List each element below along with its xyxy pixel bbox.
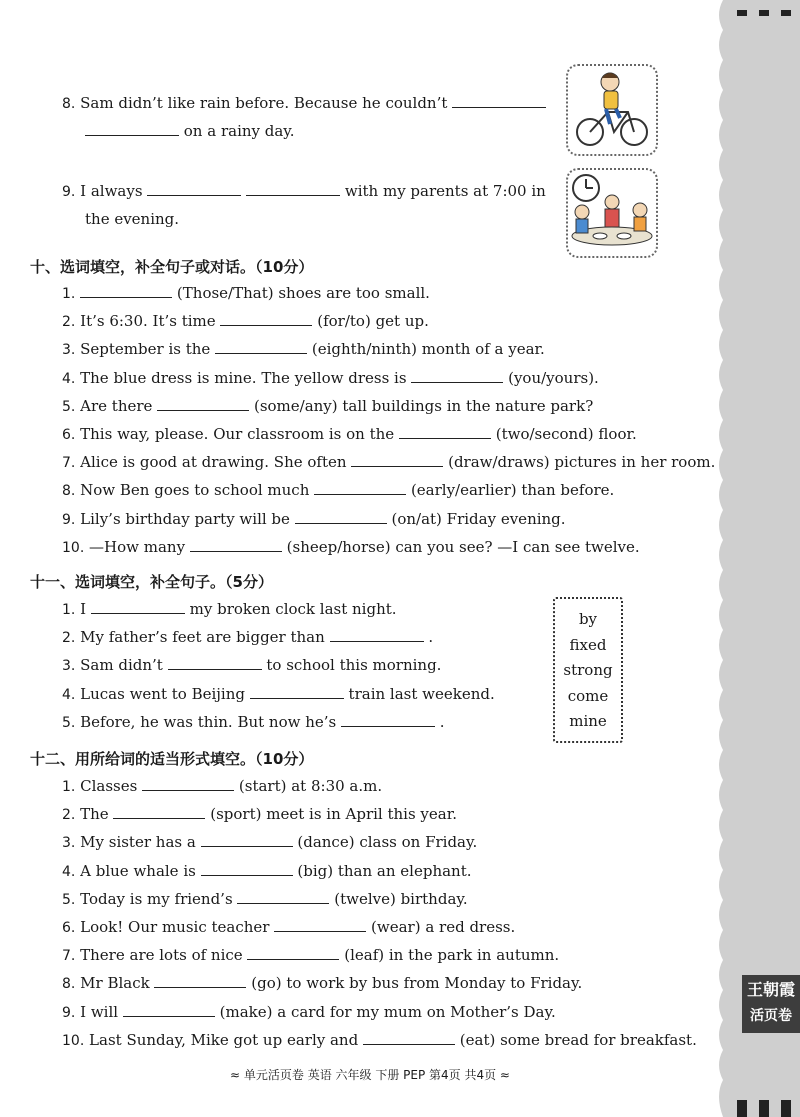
answer-blank[interactable] xyxy=(190,537,282,552)
question-number: 5. xyxy=(62,714,76,731)
question-text-after: (wear) a red dress. xyxy=(371,918,516,936)
answer-blank[interactable] xyxy=(113,804,205,819)
question-text: with my parents at 7:00 in xyxy=(344,182,546,200)
question-number: 5. xyxy=(62,398,76,415)
answer-blank[interactable] xyxy=(452,93,546,108)
question-number: 8. xyxy=(62,483,76,500)
answer-blank[interactable] xyxy=(351,452,443,467)
question-item xyxy=(62,684,495,705)
question-number: 2. xyxy=(62,630,76,647)
question-text-before: Classes xyxy=(80,777,138,795)
question-item xyxy=(62,283,430,304)
question-item xyxy=(62,480,614,501)
question-item xyxy=(62,712,445,733)
page-footer: ≈ 单元活页卷 英语 六年级 下册 PEP 第4页 共4页 ≈ xyxy=(230,1068,510,1082)
question-text-before: I will xyxy=(80,1002,119,1021)
bike-icon xyxy=(568,66,656,154)
question-text-after: (for/to) get up. xyxy=(317,312,429,331)
question-text-after: (eat) some bread for breakfast. xyxy=(459,1030,697,1049)
question-text-before: There are lots of nice xyxy=(80,946,243,965)
question-text-after: (leaf) in the park in autumn. xyxy=(344,946,560,965)
question-8 xyxy=(62,93,546,114)
boy-riding-bike-illustration xyxy=(566,64,658,156)
question-text-after: . xyxy=(439,712,445,731)
question-text-after: to school this morning. xyxy=(266,656,442,675)
question-text-after: (make) a card for my mum on Mother’s Day. xyxy=(219,1002,556,1021)
question-text-before: Lily’s birthday party will be xyxy=(80,509,290,528)
question-item xyxy=(62,832,477,853)
question-text-after: (sheep/horse) can you see? —I can see twelve. xyxy=(286,537,640,556)
question-number: 4. xyxy=(62,370,76,387)
answer-blank[interactable] xyxy=(247,945,339,960)
question-item xyxy=(62,889,468,910)
answer-blank[interactable] xyxy=(330,627,424,642)
answer-blank[interactable] xyxy=(237,889,329,904)
question-item xyxy=(62,509,566,530)
question-text-before: Mr Black xyxy=(80,974,150,993)
word-bank-box xyxy=(553,597,623,743)
word-bank-item: fixed xyxy=(569,635,607,654)
answer-blank[interactable] xyxy=(399,424,491,439)
answer-blank[interactable] xyxy=(123,1002,215,1017)
question-number: 7. xyxy=(62,455,76,472)
question-number: 10. xyxy=(62,539,85,556)
question-number: 1. xyxy=(62,286,76,302)
question-item xyxy=(62,424,637,445)
brand-line-2: 活页卷 xyxy=(750,1008,792,1024)
section-11-title: 十一、选词填空，补全句子。（5分） xyxy=(30,573,273,591)
question-item xyxy=(62,861,472,882)
question-text-after: (go) to work by bus from Monday to Friday. xyxy=(251,974,583,993)
question-number: 9. xyxy=(62,1004,76,1021)
answer-blank[interactable] xyxy=(246,181,340,196)
question-item xyxy=(62,599,397,620)
question-item xyxy=(62,804,457,825)
question-text-after: (twelve) birthday. xyxy=(334,889,468,908)
question-number: 8. xyxy=(62,976,76,993)
question-text-before: Sam didn’t xyxy=(80,656,163,675)
question-text-before: Before, he was thin. But now he’s xyxy=(80,712,337,731)
question-text-after: (you/yours). xyxy=(508,368,599,387)
question-text-before: The blue dress is mine. The yellow dress is xyxy=(80,368,407,387)
question-number: 10. xyxy=(62,1032,85,1049)
question-text-after: (start) at 8:30 a.m. xyxy=(238,777,383,795)
question-text-after: (some/any) tall buildings in the nature park? xyxy=(253,396,594,415)
answer-blank[interactable] xyxy=(220,311,312,326)
question-text-before: Alice is good at drawing. She often xyxy=(80,453,347,472)
question-text-after: train last weekend. xyxy=(348,684,495,703)
answer-blank[interactable] xyxy=(363,1030,455,1045)
answer-blank[interactable] xyxy=(85,121,179,136)
question-number: 2. xyxy=(62,807,76,824)
question-text-after: (on/at) Friday evening. xyxy=(391,509,566,528)
question-text: the evening. xyxy=(85,210,180,228)
question-item xyxy=(62,396,593,417)
answer-blank[interactable] xyxy=(314,480,406,495)
question-item xyxy=(62,1030,697,1051)
question-text-before: Look! Our music teacher xyxy=(80,918,270,936)
question-number: 1. xyxy=(62,779,76,795)
question-item xyxy=(62,627,433,648)
question-text: on a rainy day. xyxy=(183,122,295,140)
question-number: 1. xyxy=(62,602,76,618)
word-bank-item: come xyxy=(567,686,609,705)
question-text: I always xyxy=(80,182,143,200)
question-text-before: My sister has a xyxy=(80,833,196,852)
answer-blank[interactable] xyxy=(274,917,366,932)
word-bank-item: mine xyxy=(569,712,607,730)
question-text-before: This way, please. Our classroom is on the xyxy=(80,425,395,443)
question-item xyxy=(62,368,599,389)
brand-logo xyxy=(742,975,800,1033)
question-text-before: —How many xyxy=(89,537,186,556)
question-number: 2. xyxy=(62,314,76,331)
answer-blank[interactable] xyxy=(411,368,503,383)
answer-blank[interactable] xyxy=(201,861,293,876)
answer-blank[interactable] xyxy=(157,396,249,411)
question-number: 4. xyxy=(62,863,76,880)
question-number: 5. xyxy=(62,891,76,908)
question-text-after: (early/earlier) than before. xyxy=(410,481,615,500)
section-10-title: 十、选词填空，补全句子或对话。（10分） xyxy=(30,258,314,276)
question-number: 6. xyxy=(62,920,76,936)
question-item xyxy=(62,1002,556,1023)
question-8-cont xyxy=(85,121,295,141)
question-text-before: September is the xyxy=(80,340,211,359)
question-text-before: It’s 6:30. It’s time xyxy=(80,312,216,331)
question-item xyxy=(62,973,582,994)
question-text-before: Today is my friend’s xyxy=(80,889,233,908)
question-text-before: Now Ben goes to school much xyxy=(80,481,310,500)
question-text-after: (two/second) floor. xyxy=(495,425,637,443)
question-text-before: A blue whale is xyxy=(80,861,196,880)
answer-blank[interactable] xyxy=(215,339,307,354)
clock-and-family-icon xyxy=(568,170,656,256)
question-text-after: (Those/That) shoes are too small. xyxy=(176,284,430,302)
answer-blank[interactable] xyxy=(142,776,234,791)
question-number: 3. xyxy=(62,835,76,852)
answer-blank[interactable] xyxy=(80,283,172,298)
question-item xyxy=(62,945,559,966)
question-item xyxy=(62,776,382,797)
question-text-after: (big) than an elephant. xyxy=(297,861,472,880)
answer-blank[interactable] xyxy=(250,684,344,699)
question-text-after: (sport) meet is in April this year. xyxy=(210,805,458,824)
question-text-before: My father’s feet are bigger than xyxy=(80,628,325,647)
question-number: 9. xyxy=(62,184,76,200)
answer-blank[interactable] xyxy=(147,181,241,196)
answer-blank[interactable] xyxy=(201,832,293,847)
question-text-before: Last Sunday, Mike got up early and xyxy=(89,1030,359,1049)
answer-blank[interactable] xyxy=(341,712,435,727)
question-text-before: I xyxy=(80,600,87,618)
question-number: 6. xyxy=(62,427,76,443)
question-number: 8. xyxy=(62,96,76,112)
answer-blank[interactable] xyxy=(91,599,185,614)
question-9 xyxy=(62,181,546,202)
question-number: 7. xyxy=(62,948,76,965)
word-bank-item: by xyxy=(578,610,598,628)
question-text-after: (draw/draws) pictures in her room. xyxy=(448,453,716,472)
family-dinner-illustration xyxy=(566,168,658,258)
brand-line-1: 王朝霞 xyxy=(746,980,795,999)
answer-blank[interactable] xyxy=(168,655,262,670)
question-number: 3. xyxy=(62,342,76,359)
question-item xyxy=(62,917,515,938)
question-text-before: Lucas went to Beijing xyxy=(80,684,245,703)
word-bank-item: strong xyxy=(563,661,613,679)
question-item xyxy=(62,311,429,332)
question-9-cont xyxy=(85,209,179,229)
question-item xyxy=(62,339,545,360)
section-12-title: 十二、用所给词的适当形式填空。（10分） xyxy=(30,750,314,768)
question-item xyxy=(62,537,640,558)
question-number: 9. xyxy=(62,511,76,528)
question-text-after: (eighth/ninth) month of a year. xyxy=(311,340,545,359)
question-text-after: my broken clock last night. xyxy=(189,600,397,618)
question-text: Sam didn’t like rain before. Because he couldn’t xyxy=(80,94,448,112)
question-number: 4. xyxy=(62,686,76,703)
question-number: 3. xyxy=(62,658,76,675)
question-text-after: . xyxy=(428,628,434,647)
answer-blank[interactable] xyxy=(295,509,387,524)
binding-strip xyxy=(715,0,800,1117)
question-item xyxy=(62,452,715,473)
question-item xyxy=(62,655,441,676)
question-text-before: Are there xyxy=(80,396,153,415)
question-text-after: (dance) class on Friday. xyxy=(297,833,478,852)
question-text-before: The xyxy=(80,805,109,824)
answer-blank[interactable] xyxy=(154,973,246,988)
